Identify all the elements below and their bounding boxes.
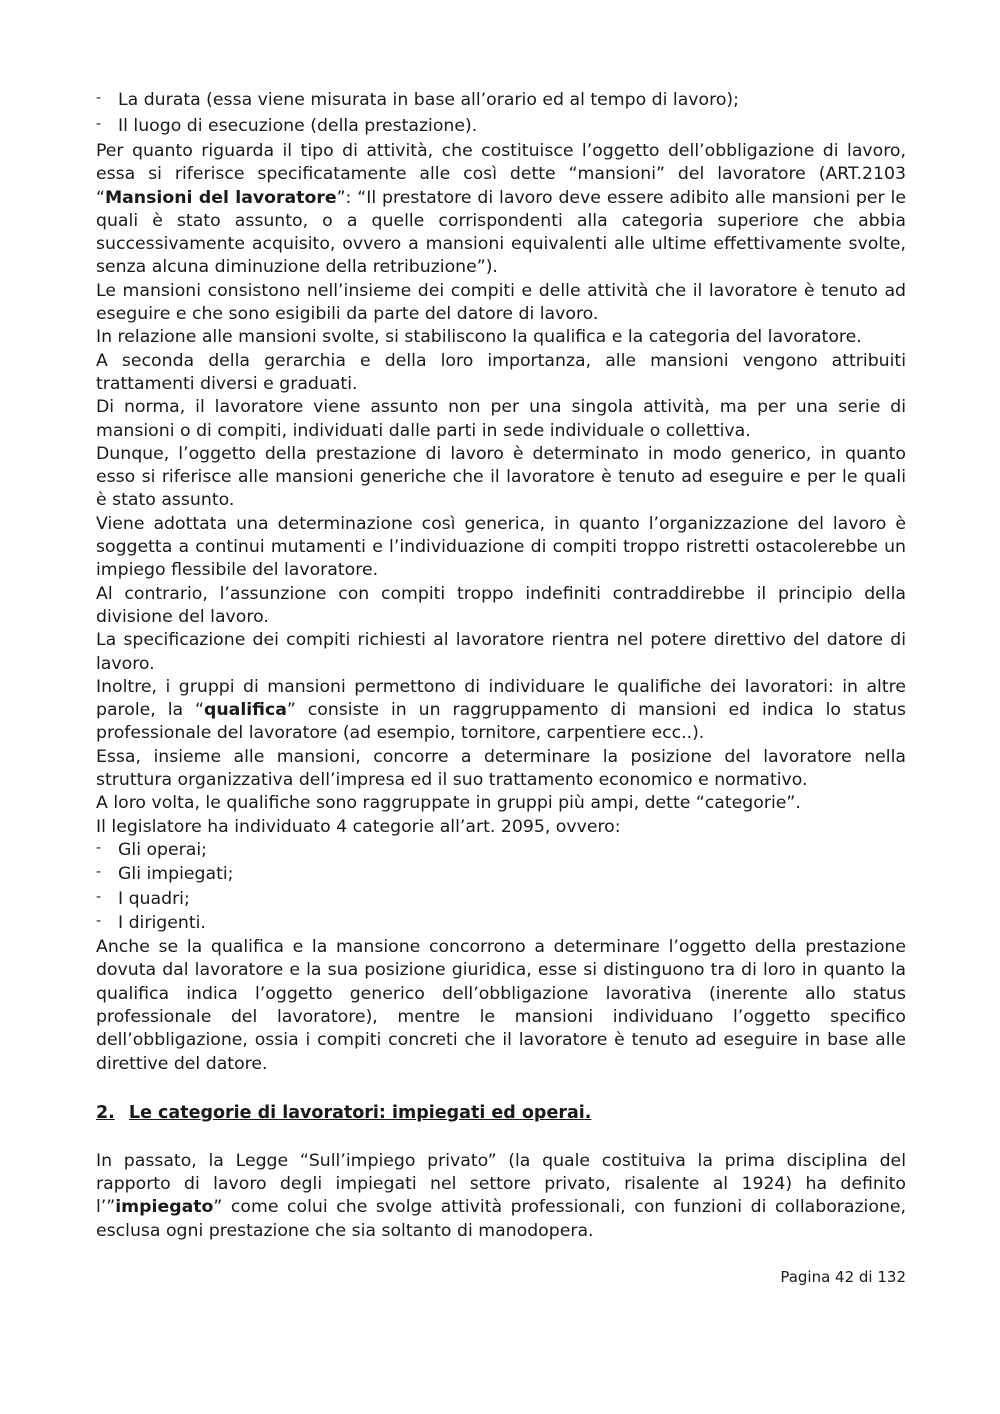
paragraph: Le mansioni consistono nell’insieme dei compiti e delle attività che il lavoratore è tenuto ad eseguire e che sono esigibili da parte del datore di lavoro.: [96, 280, 906, 325]
list-item: [96, 912, 906, 936]
list-item: [96, 888, 906, 912]
categories-list: [96, 839, 906, 936]
list-item-text: Gli impiegati;: [118, 864, 234, 885]
bullet-dash-icon: -: [96, 888, 102, 905]
paragraph: Il legislatore ha individuato 4 categorie all’art. 2095, ovvero:: [96, 816, 621, 837]
list-item: [96, 88, 906, 114]
paragraph: [96, 140, 906, 280]
paragraph: Viene adottata una determinazione così generica, in quanto l’organizzazione del lavoro è soggetta a continui mutamenti e l’individuazione di compiti troppo ristretti ostacolerebbe un impiego flessibile del lavoratore.: [96, 513, 906, 581]
bullet-dash-icon: -: [96, 864, 102, 881]
bullet-dash-icon: -: [96, 90, 102, 106]
paragraph: Di norma, il lavoratore viene assunto non per una singola attività, ma per una serie di mansioni o di compiti, individuati dalle parti in sede individuale o collettiva.: [96, 397, 906, 441]
paragraph: Al contrario, l’assunzione con compiti troppo indefiniti contraddirebbe il principio della divisione del lavoro.: [96, 583, 906, 627]
paragraph: [96, 1150, 906, 1243]
paragraph-text: Inoltre, i gruppi di mansioni permettono di individuare le qualifiche dei lavoratori: in altre parole, la “: [96, 676, 906, 721]
paragraph: A seconda della gerarchia e della loro importanza, alle mansioni vengono attribuiti trattamenti diversi e graduati.: [96, 350, 906, 394]
bullet-dash-icon: -: [96, 116, 102, 132]
paragraph-text: ” consiste in un raggruppamento di mansioni ed indica lo status professionale del lavoratore (ad esempio, tornitore, carpentiere ecc..).: [96, 700, 906, 744]
paragraph: A loro volta, le qualifiche sono raggruppate in gruppi più ampi, dette “categorie”.: [96, 793, 801, 814]
paragraph-text: Per quanto riguarda il tipo di attività, che costituisce l’oggetto dell’obbligazione di lavoro, essa si riferisce specificatamente alle così dette “mansioni” del lavoratore (ART.2103 “: [96, 141, 906, 208]
bullet-dash-icon: -: [96, 839, 102, 856]
list-item-text: Gli operai;: [118, 839, 207, 860]
section-number: 2.: [96, 1102, 115, 1123]
paragraph-text: ”: “Il prestatore di lavoro deve essere adibito alle mansioni per le quali è stato assunto, o a quelle corrispondenti alla categoria superiore che abbia successivamente acquisito, ovvero a mansioni equivalenti alle ultime effettivamente svolte, senza alcuna diminuzione della retribuzione”).: [96, 187, 906, 278]
page-body: [96, 88, 906, 1243]
paragraph-text: In passato, la Legge “Sull’impiego privato” (la quale costituiva la prima disciplina del rapporto di lavoro degli impiegati nel settore privato, risalente al 1924) ha definito l’”: [96, 1150, 906, 1218]
list-item: [96, 839, 906, 863]
list-item-text: I quadri;: [118, 888, 190, 909]
paragraph: Anche se la qualifica e la mansione concorrono a determinare l’oggetto della prestazione dovuta dal lavoratore e la sua posizione giuridica, esse si distinguono tra di loro in quanto la qualifica indica l’oggetto generico dell’obbligazione lavorativa (inerente allo status professionale del lavoratore), mentre le mansioni individuano l’oggetto specifico dell’obbligazione, ossia i compiti concreti che il lavoratore è tenuto ad eseguire in base alle direttive del datore.: [96, 937, 906, 1074]
list-item-text: I dirigenti.: [118, 912, 206, 933]
bold-term: Mansioni del lavoratore: [104, 187, 337, 208]
section-heading: [96, 1076, 906, 1150]
paragraph: Dunque, l’oggetto della prestazione di lavoro è determinato in modo generico, in quanto esso si riferisce alle mansioni generiche che il lavoratore è tenuto ad eseguire e per le quali è stato assunto.: [96, 443, 906, 511]
bullet-list-top: [96, 88, 906, 140]
paragraph-text: ” come colui che svolge attività professionali, con funzioni di collaborazione, esclusa ogni prestazione che sia soltanto di manodopera.: [96, 1197, 906, 1241]
list-item-text: Il luogo di esecuzione (della prestazione).: [118, 116, 478, 136]
bullet-dash-icon: -: [96, 912, 102, 929]
paragraph: La specificazione dei compiti richiesti al lavoratore rientra nel potere direttivo del datore di lavoro.: [96, 630, 906, 674]
paragraph: In relazione alle mansioni svolte, si stabiliscono la qualifica e la categoria del lavoratore.: [96, 327, 862, 348]
list-item: [96, 863, 906, 887]
paragraph: Essa, insieme alle mansioni, concorre a determinare la posizione del lavoratore nella struttura organizzativa dell’impresa ed il suo trattamento economico e normativo.: [96, 746, 906, 791]
list-item-text: La durata (essa viene misurata in base all’orario ed al tempo di lavoro);: [118, 90, 739, 110]
list-item: [96, 114, 906, 140]
bold-term: impiegato: [115, 1197, 214, 1218]
bold-term: qualifica: [203, 700, 287, 721]
paragraph: [96, 676, 906, 746]
section-title: Le categorie di lavoratori: impiegati ed operai.: [128, 1102, 592, 1123]
page-number: Pagina 42 di 132: [780, 1268, 906, 1286]
